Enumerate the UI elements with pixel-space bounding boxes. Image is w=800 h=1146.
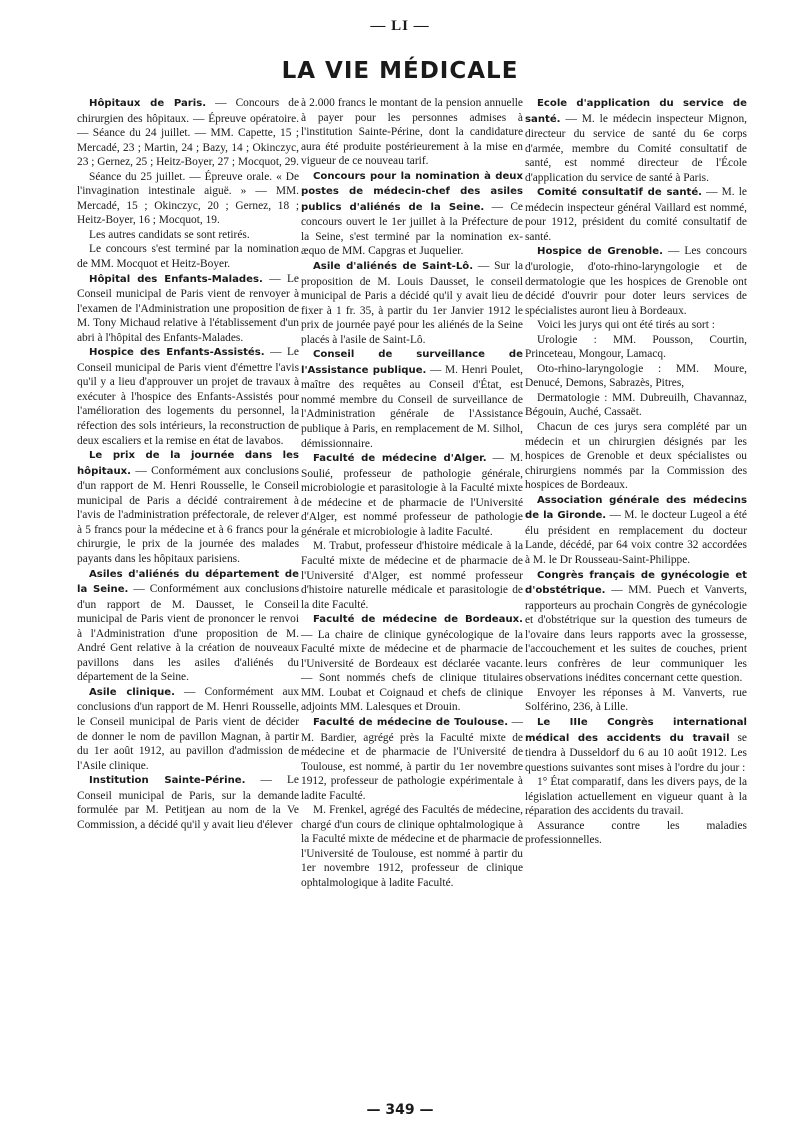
- paragraph: [301, 539, 523, 612]
- paragraph: [77, 170, 299, 228]
- paragraph: [525, 819, 747, 848]
- paragraph-text: Assurance contre les maladies professionnelles.: [525, 819, 747, 847]
- paragraph: [77, 272, 299, 346]
- paragraph-text: — Concours de chirurgien des hôpitaux. — Épreuve opératoire. — Séance du 24 juillet. — MM. Capette, 15 ; Mercadé, 23 ; Martin, 24 ; Bazy, 14 ; Okinczyc, 23 ; Gernez, 25 ; Heitz-Boyer, 27 ; Mocquot, 29.: [77, 97, 300, 169]
- paragraph: [77, 685, 299, 773]
- column-3: [525, 96, 747, 848]
- section-heading: Asiles d'aliénés du département de la Seine.: [77, 568, 299, 596]
- paragraph-text: — Sur la proposition de M. Louis Dausset, le conseil municipal de Paris a décidé qu'il y avait lieu de fixer à 1 fr. 35, à partir du 1er Janvier 1912 le prix de journée payé pour les aliénés de la Seine placés à l'asile de Saint-Lô.: [301, 260, 523, 346]
- paragraph: [301, 259, 523, 347]
- section-heading: Ecole d'application du service de santé.: [525, 98, 747, 125]
- paragraph: [77, 448, 299, 566]
- paragraph-text: M. Trabut, professeur d'histoire médicale à la Faculté mixte de médecine et de pharmacie de l'Université d'Alger, est nommé professeur d'histoire naturelle médicale et parasitologie de la dite Faculté.: [301, 540, 523, 611]
- paragraph-text: — M. Bardier, agrégé près la Faculté mixte de médecine et de pharmacie de l'Université de Toulouse, est nommé, à partir du 1er novembre 1912, professeur de pathologie expérimentale à ladite Faculté.: [301, 715, 523, 802]
- section-heading: Faculté de médecine d'Alger.: [313, 453, 487, 465]
- paragraph: [525, 244, 747, 318]
- paragraph: [77, 567, 299, 685]
- paragraph: [525, 96, 747, 185]
- paragraph: [301, 803, 523, 890]
- paragraph-text: Envoyer les réponses à M. Vanverts, rue Solférino, 236, à Lille.: [525, 686, 747, 714]
- paragraph: [525, 568, 747, 686]
- paragraph-text: — Conformément aux conclusions d'un rapport de M. Henri Rousselle, le Conseil municipal de Paris a décidé contrairement à l'avis de l'administration préfectorale, de relever à 5 francs pour la médecine et à 6 francs pour la chirurgie, le prix de la journée des malades payants dans les hôpitaux parisiens.: [77, 464, 299, 565]
- paragraph-text: — M. le médecin inspecteur Mignon, directeur du service de santé du 6e corps d'armée, membre du Comité consultatif de santé, est nommé directeur de l'École d'application du service de santé à Paris.: [525, 112, 747, 184]
- paragraph: [525, 715, 747, 775]
- paragraph-text: — MM. Puech et Vanverts, rapporteurs au prochain Congrès de gynécologie et d'obstétrique sur la question des tumeurs de l'ovaire dans leurs rapports avec la grossesse, l'accouchement et les suites de couches, prient leurs confrères de leur communiquer les observations inédites concernant cette question.: [525, 584, 747, 685]
- paragraph: [525, 318, 747, 333]
- paragraph-text: Voici les jurys qui ont été tirés au sort :: [537, 319, 715, 332]
- paragraph: [525, 185, 747, 244]
- paragraph-text: — M. Henri Poulet, maître des requêtes au Conseil d'État, est nommé membre du Conseil de surveillance de l'Administration générale de l'Assistance publique à Paris, en remplacement de M. Silhol, démissionnaire.: [301, 363, 523, 450]
- paragraph-text: — Le Conseil municipal de Paris vient de renvoyer à l'examen de l'Administration une proposition de M. Tony Michaud relative à l'établissement d'un abri à l'hôpital des Enfants-Malades.: [77, 272, 299, 344]
- paragraph-text: — M. le docteur Lugeol a été élu président en remplacement du docteur Lande, décédé, par 64 voix contre 32 accordées à M. le Dr Rousseau-Saint-Philippe.: [525, 509, 747, 566]
- paragraph-text: 1° État comparatif, dans les divers pays, de la législation actuellement en vigueur quant à la réparation des accidents du travail.: [525, 776, 747, 818]
- paragraph: [525, 362, 747, 391]
- page-folio: — LI —: [370, 18, 430, 34]
- journal-title: LA VIE MÉDICALE: [281, 58, 519, 84]
- section-heading: Institution Sainte-Périne.: [89, 775, 246, 787]
- section-heading: Hospice de Grenoble.: [537, 246, 663, 258]
- section-heading: Conseil de surveillance de l'Assistance publique.: [301, 349, 523, 376]
- section-heading: Hospice des Enfants-Assistés.: [89, 347, 265, 359]
- paragraph: [525, 775, 747, 819]
- section-heading: Le prix de la journée dans les hôpitaux.: [77, 450, 299, 477]
- section-heading: Hôpitaux de Paris.: [89, 98, 207, 109]
- paragraph: [525, 493, 747, 568]
- section-heading: Faculté de médecine de Bordeaux.: [313, 614, 523, 626]
- paragraph: [77, 228, 299, 243]
- paragraph: [301, 612, 523, 715]
- paragraph: [77, 96, 299, 170]
- paragraph-text: Chacun de ces jurys sera complété par un médecin et un chirurgien désignés par les hospices de Grenoble et deux spécialistes ou chirurgiens nommés par la Commission des hospices de Bordeaux.: [525, 421, 747, 492]
- section-heading: Faculté de médecine de Toulouse.: [313, 716, 509, 728]
- paragraph-text: — Ce concours ouvert le 1er juillet à la Préfecture de la Seine, s'est terminé par la nomination ex-æquo de MM. Capgras et Juquelier.: [301, 200, 523, 258]
- paragraph-text: Séance du 25 juillet. — Épreuve orale. « De l'invagination intestinale aiguë. » — MM. Mercadé, 15 ; Okinczyc, 20 ; Gernez, 18 ; Heitz-Boyer, 16 ; Mocquot, 19.: [77, 170, 299, 227]
- paragraph: [525, 333, 747, 362]
- page-number: — 349 —: [366, 1102, 434, 1118]
- paragraph-text: à 2.000 francs le montant de la pension annuelle à payer pour les personnes admises à l'institution Sainte-Périne, dont la candidature aura été produite postérieurement à la mise en vigueur de ce nouveau tarif.: [301, 97, 523, 168]
- paragraph: [301, 451, 523, 539]
- section-heading: Congrès français de gynécologie et d'obstétrique.: [525, 569, 747, 597]
- paragraph-text: M. Frenkel, agrégé des Facultés de médecine, chargé d'un cours de clinique ophtalmologique à la Faculté mixte de médecine et de pharmacie de l'Université de Toulouse, est nommé à partir du 1er novembre 1912, professeur de clinique ophtalmologique à ladite Faculté.: [301, 804, 524, 889]
- paragraph-text: Oto-rhino-laryngologie : MM. Moure, Denucé, Demons, Sabrazès, Pitres,: [525, 362, 747, 390]
- paragraph: [301, 347, 523, 451]
- paragraph-text: Les autres candidats se sont retirés.: [89, 228, 250, 241]
- paragraph-text: — M. le médecin inspecteur général Vaillard est nommé, pour 1912, président du comité consultatif de santé.: [525, 186, 747, 243]
- paragraph-text: — Le Conseil municipal de Paris, sur la demande formulée par M. Petitjean au nom de la Ve Commission, a décidé qu'il y avait lieu d'élever: [77, 774, 299, 831]
- paragraph: [525, 420, 747, 493]
- section-heading: Association générale des médecins de la Gironde.: [525, 494, 747, 522]
- paragraph-text: Le concours s'est terminé par la nomination de MM. Mocquot et Heitz-Boyer.: [77, 243, 299, 271]
- paragraph: [525, 686, 747, 715]
- section-heading: Concours pour la nomination à deux postes de médecin-chef des asiles publics d'aliénés de la Seine.: [301, 170, 523, 213]
- paragraph: [77, 773, 299, 832]
- paragraph: [301, 169, 523, 259]
- paragraph-text: — Conformément aux conclusions d'un rapport de M. Dausset, le Conseil municipal de Paris vient de prononcer le renvoi à l'Administration d'une proposition de M. André Gent relative à la création de nouveaux pavillons dans les asiles d'aliénés du département de la Seine.: [77, 583, 299, 684]
- paragraph: [77, 345, 299, 448]
- section-heading: Hôpital des Enfants-Malades.: [89, 273, 263, 285]
- paragraph: [525, 391, 747, 420]
- section-heading: Le IIIe Congrès international médical des accidents du travail: [525, 716, 747, 744]
- paragraph-text: — Conformément aux conclusions d'un rapport de M. Henri Rousselle, le Conseil municipal de Paris vient de décider de donner le nom de pavillon Magnan, à partir du 1er août 1912, au pavillon d'admission de l'Asile clinique.: [77, 685, 299, 772]
- paragraph-text: — M. Soulié, professeur de pathologie générale, microbiologie et parasitologie à la Faculté mixte de médecine et de pharmacie de l'Université d'Alger, est nommé professeur de pathologie générale et microbiologie à ladite Faculté.: [301, 452, 523, 538]
- section-heading: Comité consultatif de santé.: [537, 187, 703, 199]
- paragraph: [77, 242, 299, 271]
- paragraph-text: — Le Conseil municipal de Paris vient d'émettre l'avis qu'il y a lieu d'approuver un projet de travaux à exécuter à l'hospice des Enfants-Assistés pour l'amélioration des logements du personnel, la réfection des sols intérieurs, la reconstruction de deux escaliers et la remise en état de lavabos.: [77, 346, 299, 447]
- column-2: [301, 96, 523, 891]
- section-heading: Asile clinique.: [89, 686, 175, 698]
- section-heading: Asile d'aliénés de Saint-Lô.: [313, 261, 474, 273]
- column-1: [77, 96, 299, 832]
- paragraph-text: Urologie : MM. Pousson, Courtin, Princeteau, Mongour, Lamacq.: [525, 333, 747, 361]
- paragraph-text: — Les concours d'urologie, d'oto-rhino-laryngologie et de dermatologie que les hospices de Grenoble ont décidé d'ouvrir pour doter leurs services de spécialistes auront lieu à Bordeaux.: [525, 245, 747, 317]
- paragraph-text: se tiendra à Dusseldorf du 6 au 10 août 1912. Les questions suivantes sont mises à l'ordre du jour :: [525, 731, 747, 774]
- paragraph-text: — La chaire de clinique gynécologique de la Faculté mixte de médecine et de pharmacie de l'Université de Bordeaux est déclarée vacante. — Sont nommés chefs de clinique titulaires MM. Loubat et Coignaud et chefs de clinique adjoints MM. Lalesques et Drouin.: [301, 628, 523, 714]
- paragraph: [301, 96, 523, 169]
- paragraph: [301, 715, 523, 803]
- paragraph-text: Dermatologie : MM. Dubreuilh, Chavannaz, Bégouin, Auché, Cassaët.: [525, 391, 747, 419]
